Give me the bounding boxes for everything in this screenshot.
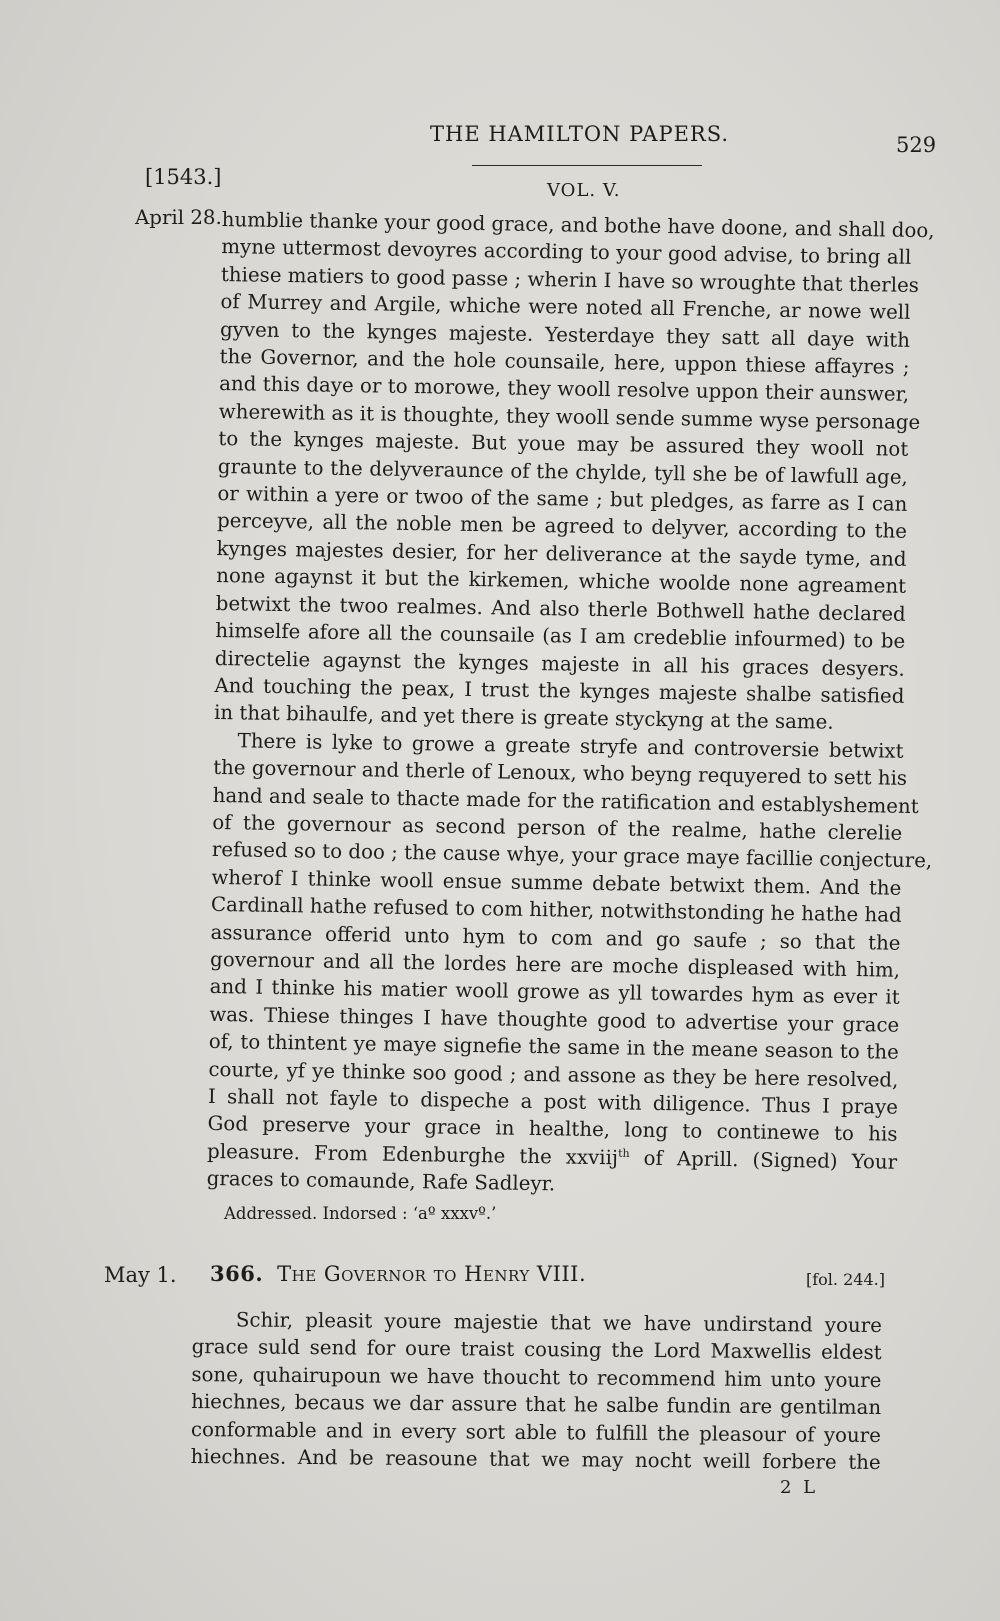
year-marker: [1543.]	[145, 165, 222, 189]
text-line: the Governor, and the hole counsaile, here, uppon thiese affayres ;	[219, 345, 910, 379]
text-line: Cardinall hathe refused to com hither, notwithstonding he hathe had	[210, 893, 902, 927]
letter-one-body	[206, 206, 935, 1203]
text-line: the governour and therle of Lenoux, who beyng requyered to sett his	[212, 756, 908, 790]
text-line: humblie thanke your good grace, and bothe have doone, and shall doo,	[221, 207, 935, 243]
closing-line-start: pleasure. From Edenburghe the xxviij	[206, 1139, 619, 1170]
text-line: and I thinke his matier wooll growe as yll towardes hym as ever it	[209, 975, 900, 1010]
text-line: of, to thintent ye maye signefie the same in the meane season to the	[208, 1030, 899, 1064]
text-line: Schir, pleasit youre majestie that we have undirstand youre	[235, 1308, 882, 1338]
text-line: none agaynst it but the kirkemen, whiche woolde none agreament	[216, 564, 907, 599]
text-line: courte, yf ye thinke soo good ; and assone as they be here resolved,	[208, 1057, 899, 1092]
margin-date-may: May 1.	[104, 1263, 177, 1287]
text-line: in that bihaulfe, and yet there is greate styckyng at the same.	[213, 701, 834, 734]
text-line: was. Thiese thinges I have thoughte good to advertise your grace	[209, 1002, 900, 1037]
header-rule	[472, 165, 702, 166]
ordinal-suffix: th	[618, 1146, 630, 1160]
addressed-note: Addressed. Indorsed : ‘aº xxxvº.’	[224, 1204, 497, 1223]
text-line: And touching the peax, I trust the kynges majeste shalbe satisfied	[214, 673, 905, 708]
margin-date-april: April 28.	[135, 206, 222, 229]
text-line: himselfe afore all the counsaile (as I am credeblie infourmed) to be	[215, 619, 906, 653]
text-line: assurance offerid unto hym to com and go saufe ; so that the	[210, 920, 901, 955]
text-line: God preserve your grace in healthe, long to continewe to his	[207, 1112, 898, 1147]
folio-reference: [fol. 244.]	[806, 1270, 885, 1289]
text-line: to the kynges majeste. But youe may be assured they wooll not	[218, 427, 909, 462]
text-line: governour and all the lordes here are moche displeased with him,	[209, 947, 901, 982]
entry-number: 366.	[210, 1261, 264, 1286]
entry-title: The Governor to Henry VIII.	[277, 1262, 587, 1286]
text-line: wherewith as it is thoughte, they wooll sende summe wyse personage	[218, 399, 921, 434]
closing-line-end: of Aprill. (Signed) Your	[629, 1146, 898, 1174]
entry-heading	[210, 1261, 586, 1286]
signature-line: graces to comaunde, Rafe Sadleyr.	[206, 1167, 556, 1196]
text-line: gyven to the kynges majeste. Yesterdaye they satt all daye with	[219, 317, 911, 352]
text-line: sone, quhairupoun we have thoucht to recommend him unto youre	[191, 1362, 882, 1392]
page-number: 529	[896, 133, 937, 157]
text-line: wherof I thinke wooll ensue summe debate betwixt them. And the	[211, 865, 902, 900]
text-line: hiechnes. And be reasoune that we may nocht weill forbere the	[190, 1445, 881, 1475]
letter-two-body	[191, 1306, 882, 1476]
text-line: perceyve, all the noble men be agreed to delyver, according to the	[216, 509, 908, 544]
text-line: hand and seale to thacte made for the ratification and establyshement	[212, 783, 919, 818]
running-header-title: THE HAMILTON PAPERS.	[430, 122, 730, 146]
volume-label: VOL. V.	[547, 180, 621, 201]
text-line: hiechnes, becaus we dar assure that he salbe fundin are gentilman	[191, 1390, 882, 1420]
text-line: refused so to doo ; the cause whye, your grace maye facillie conjecture,	[211, 838, 933, 873]
printer-signature-mark: 2 L	[780, 1477, 819, 1498]
text-line: graunte to the delyveraunce of the chylde, tyll she be of lawfull age,	[217, 454, 909, 489]
text-line: conformable and in every sort able to fulfill the pleasour of youre	[190, 1417, 881, 1447]
text-line: grace suld send for oure traist cousing the Lord Maxwellis eldest	[191, 1335, 882, 1365]
text-line: thiese matiers to good passe ; wherin I have so wroughte that therles	[220, 262, 920, 297]
text-line: I shall not fayle to dispeche a post with diligence. Thus I praye	[207, 1084, 899, 1119]
text-line: There is lyke to growe a greate stryfe and controversie betwixt	[237, 729, 904, 763]
text-line: directelie agaynst the kynges majeste in all his graces desyers.	[214, 646, 905, 681]
text-line: or within a yere or twoo of the same ; but pledges, as farre as I can	[217, 482, 908, 516]
text-line: myne uttermost devoyres according to your good advise, to bring all	[221, 235, 912, 270]
text-line: of Murrey and Argile, whiche were noted all Frenche, ar nowe well	[220, 290, 911, 325]
text-line: of the governour as second person of the realme, hathe clerelie	[212, 810, 903, 845]
text-line: and this daye or to morowe, they wooll resolve uppon their aunswer,	[219, 372, 910, 407]
text-line: betwixt the twoo realmes. And also therle Bothwell hathe declared	[215, 591, 906, 626]
text-line: kynges majestes desier, for her deliverance at the sayde tyme, and	[216, 536, 907, 571]
